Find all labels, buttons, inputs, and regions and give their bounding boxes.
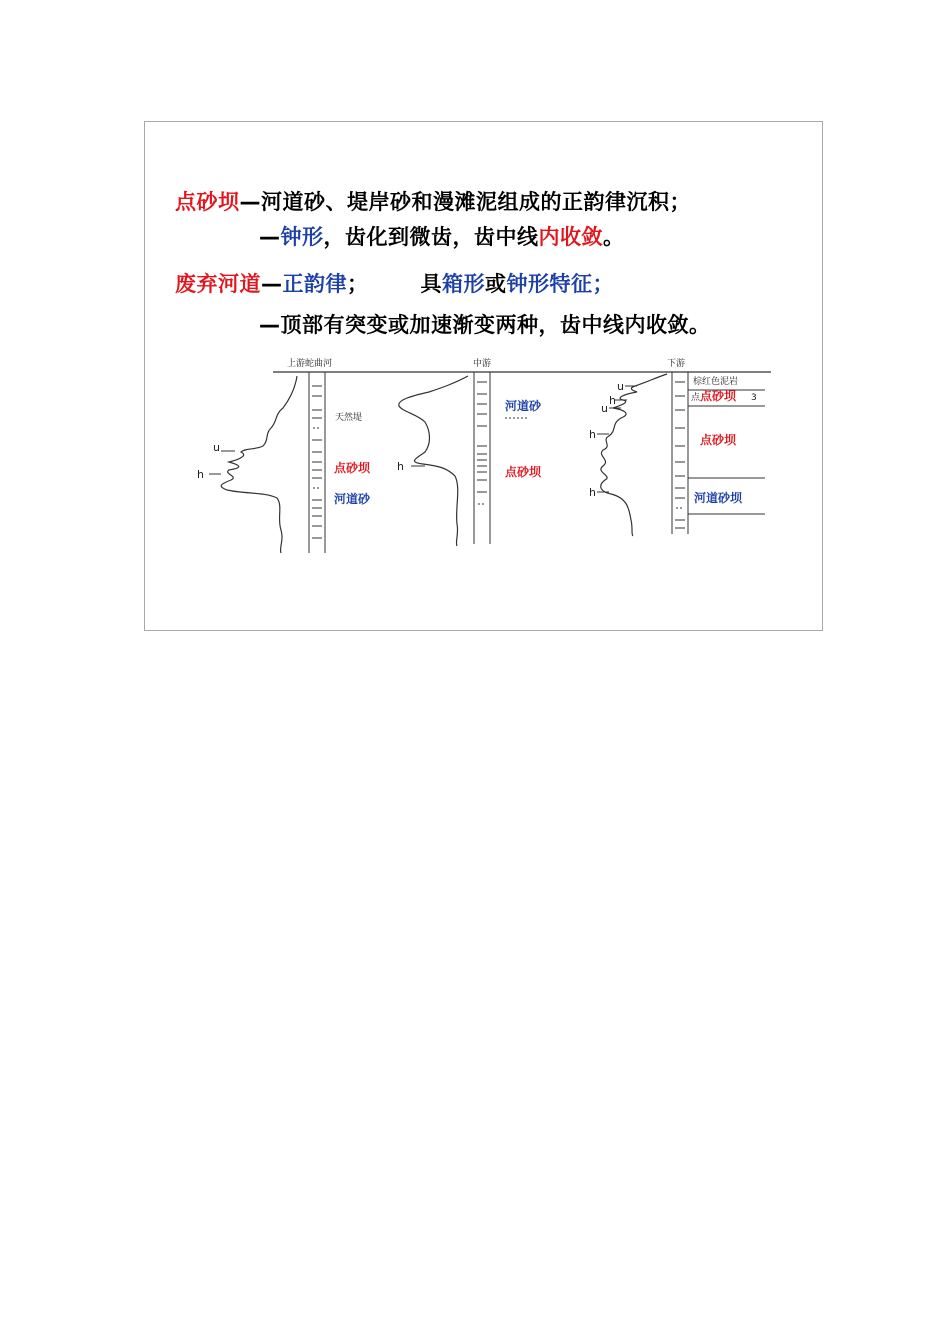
col1-title: 上游蛇曲河: [287, 359, 333, 369]
or-word: 或: [485, 272, 507, 296]
dash: —: [259, 225, 281, 249]
col3-h1-label: h: [609, 394, 616, 407]
semicolon: ；: [347, 272, 369, 296]
point-bar-description: —河道砂、堤岸砂和漫滩泥组成的正韵律沉积；: [239, 190, 691, 214]
has-word: 具: [420, 272, 442, 296]
period: 。: [603, 225, 625, 249]
col2-log-curve: [399, 376, 468, 546]
col3-pb3-label: 点砂坝: [700, 389, 737, 403]
col2-h-label: h: [397, 460, 404, 473]
col3-h3-label: h: [589, 486, 596, 499]
well-log-diagram: [185, 348, 785, 558]
col1-u-label: u: [213, 441, 220, 454]
positive-rhythm-term: 正韵律: [282, 272, 347, 296]
bell-shape-term: 钟形: [280, 225, 324, 249]
col3-u1-label: u: [617, 380, 624, 393]
col3-point-bar-label: 点砂坝: [700, 433, 737, 447]
slide-frame: [144, 121, 823, 631]
col2-lithology-column: [474, 372, 490, 544]
col1-log-curve: [221, 376, 297, 553]
col1-levee-label: 天然堤: [335, 413, 363, 423]
col3-pb3-prefix: 点: [691, 393, 701, 403]
col1-point-bar-label: 点砂坝: [334, 461, 371, 475]
col1-channel-sand-label: 河道砂: [334, 492, 371, 506]
col3-h2-label: h: [589, 428, 596, 441]
inward-convergence-term: 内收敛: [538, 225, 603, 249]
point-bar-term: 点砂坝: [175, 190, 240, 214]
col3-mudstone-label: 棕红色泥岩: [693, 377, 739, 387]
col3-pb3-suffix: 3: [751, 393, 757, 403]
col2-title: 中游: [473, 359, 492, 369]
abandoned-channel-top-line: —顶部有突变或加速渐变两种，齿中线内收敛。: [259, 313, 711, 337]
abandoned-channel-line: [175, 270, 614, 298]
dash: —: [261, 272, 283, 296]
serration-description: ，齿化到微齿，齿中线: [323, 225, 539, 249]
box-shape-term: 箱形: [442, 272, 485, 296]
abandoned-channel-term: 废弃河道: [175, 272, 261, 296]
bell-feature-term: 钟形特征；: [506, 272, 614, 296]
col2-channel-sand-label: 河道砂: [505, 399, 542, 413]
col3-channel-point-bar-label: 河道砂坝: [694, 491, 743, 505]
point-bar-log-shape-line: [259, 223, 625, 251]
well-log-figure: [185, 348, 785, 558]
col3-u2-label: u: [601, 402, 608, 415]
col1-h-label: h: [197, 468, 204, 481]
col3-title: 下游: [667, 359, 686, 369]
col1-lithology-column: [309, 372, 325, 553]
col2-point-bar-label: 点砂坝: [505, 465, 542, 479]
point-bar-line: [175, 188, 691, 216]
